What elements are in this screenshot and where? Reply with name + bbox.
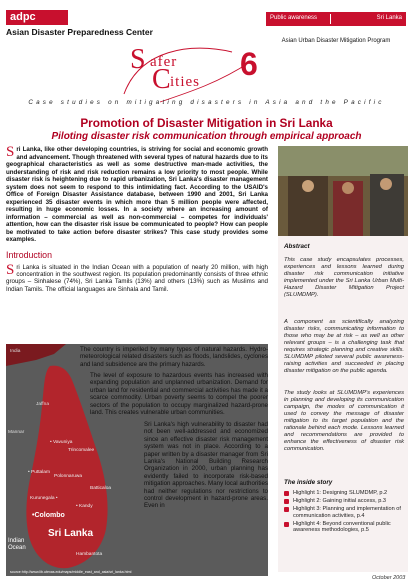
series-number: 6	[240, 46, 258, 82]
map-label-jaffna: Jaffna	[36, 402, 49, 407]
inside-story-list	[284, 490, 406, 536]
map-label-batticaloa: Batticaloa	[90, 486, 112, 491]
program-name: Asian Urban Disaster Mitigation Program	[281, 38, 391, 44]
intro-paragraph	[6, 146, 268, 244]
safer-cities-s: S	[130, 44, 146, 75]
inside-story-heading: The inside story	[284, 479, 333, 486]
abstract-heading: Abstract	[284, 243, 310, 250]
bullet-icon	[284, 507, 289, 512]
inside-story-item[interactable]: Highlight 2: Gaining initial access, p.3	[284, 498, 406, 505]
introduction-heading: Introduction	[6, 249, 52, 260]
bullet-icon	[284, 522, 289, 527]
intro-dropcap: S	[6, 144, 15, 160]
map-label-vavuniya: • Vavuniya	[50, 440, 73, 445]
introduction-dropcap: S	[6, 261, 15, 278]
map-label-mannar: Mannar	[8, 430, 25, 435]
strip-divider	[330, 14, 331, 24]
inside-story-item[interactable]: Highlight 3: Planning and implementation of communication activities, p.4	[284, 506, 406, 519]
safer-cities-afer: afer	[150, 54, 178, 70]
series-tagline: Case studies on mitigating disasters in Asia and the Pacific	[28, 99, 385, 106]
map-label-kurunegala: Kurunegala •	[30, 496, 58, 501]
inside-story-item[interactable]: Highlight 4: Beyond conventional public awareness methodologies, p.5	[284, 521, 406, 534]
map-label-trincomalee: Trincomalee	[68, 448, 95, 453]
abstract-paragraph-3: The study looks at SLUMDMP's experiences in planning and developing its communication campaign, the modes of communication it used to convey the message of disaster mitigation to its target population and the rationale behind each mode. Lessons learned and recommendations are provided to enhance the effectiveness of disaster risk communication.	[284, 390, 404, 452]
map-label-puttalam: • Puttalam	[28, 470, 50, 475]
publication-strip	[266, 12, 406, 26]
introduction-text: ri Lanka is situated in the Indian Ocean with a population of nearly 20 million, with high concentration in the southwest region. Its population predominantly consists of three ethnic groups – Sinhalese (74%), Sri Lanka Tamils (13%) and others (13%) such as Muslims and Indian Tamils. The official languages are Sinhala and Tamil.	[6, 263, 268, 293]
publication-date: October 2003	[372, 575, 406, 581]
organization-name: Asian Disaster Preparedness Center	[6, 27, 153, 37]
map-label-hambantota: Hambantota	[76, 552, 103, 557]
introduction-paragraph	[6, 261, 268, 294]
safer-cities-ities: ities	[170, 74, 200, 90]
country-label: Sri Lanka	[376, 15, 402, 21]
map-label-kandy: • Kandy	[76, 504, 93, 509]
safer-cities-c: C	[152, 64, 171, 95]
main-column	[6, 146, 268, 293]
map-label-polonnaruwa: Polonnaruwa	[54, 474, 83, 479]
public-awareness-label: Public awareness	[270, 15, 318, 21]
map-label-sri-lanka: Sri Lanka	[48, 528, 94, 539]
exposure-paragraph: The level of exposure to hazardous events has increased with expanding population and unplanned urbanization. Demand for urban land for residential and commercial activities has made it a scarce commodity. Urban poverty seems to compel the poorer sectors of the population to occupy marginalized hazard-prone land. This creates vulnerable urban communities.	[90, 372, 268, 417]
article-title: Promotion of Disaster Mitigation in Sri Lanka	[80, 116, 333, 130]
abstract-paragraph-1: This case study encapsulates processes, experiences and lessons learned during disaster risk communication initiative implemented under the Sri Lanka Urban Multi-Hazard Disaster Mitigation Project (SLUMDMP).	[284, 257, 404, 298]
abstract-paragraph-2: A component as scientifically analyzing disaster risks, communicating information to those who may be at risk – as well as other relevant groups – is a challenging task that requires strategic planning and creative skills. SLUMDMP piloted several public awareness-raising activities and succeeded in placing disaster mitigation on the public agenda.	[284, 319, 404, 374]
article-subtitle: Piloting disaster risk communication through empirical approach	[51, 131, 362, 142]
community-photo	[278, 146, 408, 236]
map-label-indian-ocean: Indian Ocean	[8, 538, 26, 551]
inside-story-item[interactable]: Highlight 1: Designing SLUMDMP, p.2	[284, 490, 406, 497]
bullet-icon	[284, 499, 289, 504]
adpc-logo: adpc	[6, 10, 68, 25]
vulnerability-paragraph: Sri Lanka's high vulnerability to disaster had not been well-addressed and economized since an effective disaster risk management system was not in place. According to a paper written by a disaster manager from Sri Lanka's National Building Research Organization in 2000, urban planning has evidently failed to incorporate risk-based mitigation approaches. Many local authorities had neither regulations nor restrictions to control development in hazard-prone areas. Even in	[144, 421, 268, 510]
map-source-credit: source:http://www.lib.utexas.edu/maps/middle_east_and_asia/sri_lanka.html	[10, 570, 132, 574]
map-label-colombo: •Colombo	[32, 512, 65, 519]
bullet-icon	[284, 491, 289, 496]
map-label-india: India	[10, 349, 21, 354]
intro-text: ri Lanka, like other developing countries, is striving for social and economic growth and advancement. Though threatened with several types of natural hazards due to its geographical characteristics as well as some destructive man-made activities, the understanding of risk and risk reduction remains a low priority to most people. While disaster risk is heightening due to rapid urbanization, Sri Lanka's disaster management system does not seem to respond to this intimidating fact. According to the USAID's Office of Foreign Disaster Assistance database, between 1990 and 2001, Sri Lanka experienced 35 disaster events in which more than 5 million people were affected, resulting in huge economic losses. In a society where an increasing amount of information – commercial as well as non-commercial – competes for individuals' attention, how can the disaster risk issue be communicated to people? How can people be motivated to take action before disaster strikes? This case study provides some examples.	[6, 146, 268, 243]
hazards-paragraph: The country is imperiled by many types of natural hazards. Hydro-meteorological related disasters such as floods, landslides, cyclones and land subsidence are the primary hazards.	[80, 346, 268, 368]
